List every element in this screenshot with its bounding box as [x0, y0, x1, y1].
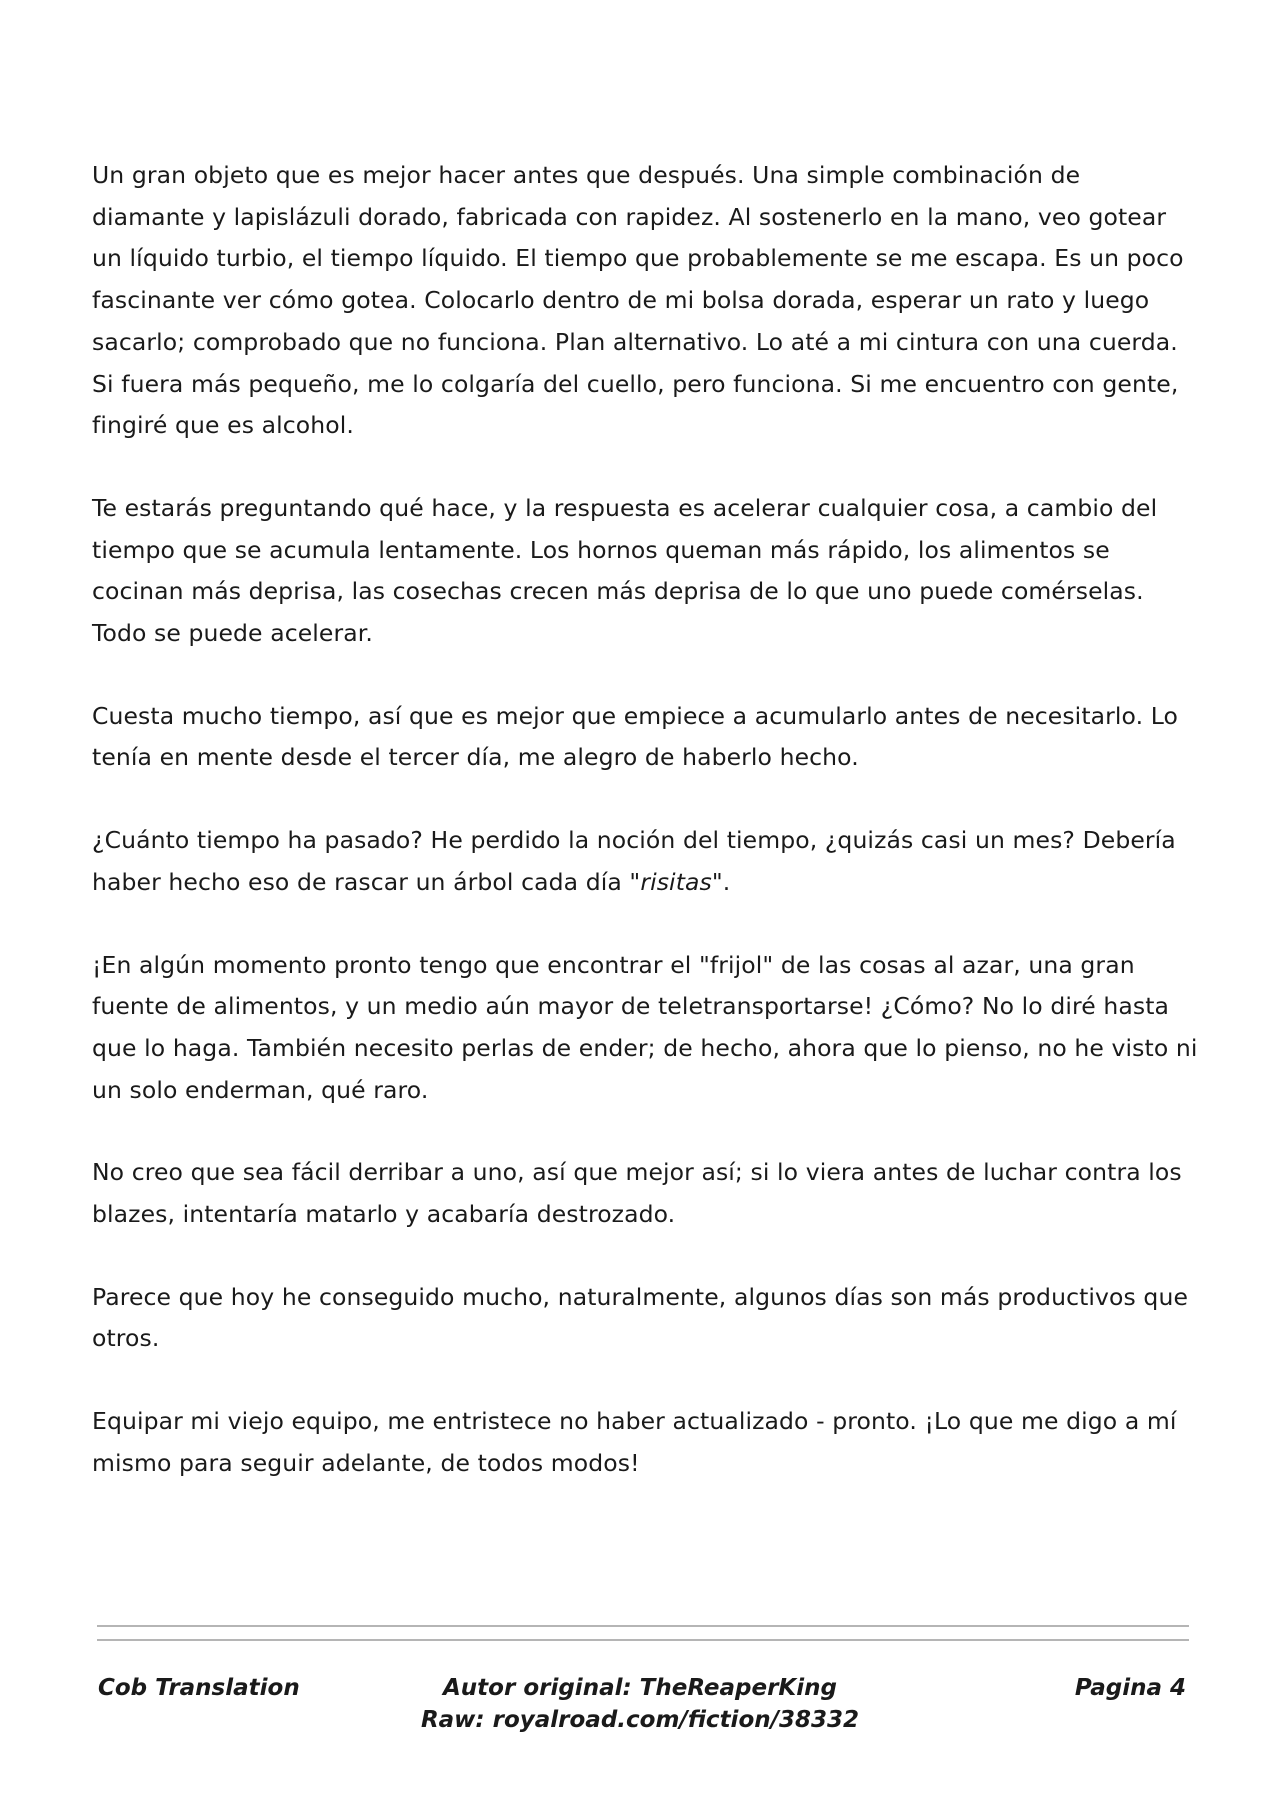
paragraph-2: Te estarás preguntando qué hace, y la respuesta es acelerar cualquier cosa, a cambio del tiempo que se acumula lentamente. Los hornos queman más rápido, los alimentos se cocinan más deprisa, las cosechas crecen más deprisa de lo que uno puede comérselas. Todo se puede acelerar. [92, 493, 1158, 648]
paragraph-8: Equipar mi viejo equipo, me entristece no haber actualizado - pronto. ¡Lo que me digo a mí mismo para seguir adelante, de todos modos! [92, 1407, 1177, 1477]
footer-divider-top [97, 1625, 1189, 1627]
paragraph-5: ¡En algún momento pronto tengo que encontrar el "frijol" de las cosas al azar, una gran fuente de alimentos, y un medio aún mayor de teletransportarse! ¿Cómo? No lo diré hasta que lo haga. También necesito perlas de ender; de hecho, ahora que lo pienso, no he visto ni un solo enderman, qué raro. [92, 950, 1198, 1104]
paragraph-4-end: ". [711, 867, 731, 896]
paragraph-6: No creo que sea fácil derribar a uno, así que mejor así; si lo viera antes de luchar contra los blazes, intentaría matarlo y acabaría destrozado. [92, 1158, 1182, 1229]
footer-divider-bottom [97, 1639, 1189, 1641]
paragraph-4 [92, 820, 1200, 903]
footer-original-author: Autor original: TheReaperKing [443, 1675, 837, 1701]
paragraph-4-text: ¿Cuánto tiempo ha pasado? He perdido la noción del tiempo, ¿quizás casi un mes? Debería haber hecho eso de rascar un árbol cada día " [92, 826, 1176, 896]
footer-page-number: Pagina 4 [1074, 1675, 1186, 1701]
paragraph-1: Un gran objeto que es mejor hacer antes que después. Una simple combinación de diamante y lapislázuli dorado, fabricada con rapidez. Al sostenerlo en la mano, veo gotear un líquido turbio, el tiempo líquido. El tiempo que probablemente se me escapa. Es un poco fascinante ver cómo gotea. Colocarlo dentro de mi bolsa dorada, esperar un rato y luego sacarlo; comprobado que no funciona. Plan alternativo. Lo até a mi cintura con una cuerda. Si fuera más pequeño, me lo colgaría del cuello, pero funciona. Si me encuentro con gente, fingiré que es alcohol. [92, 161, 1184, 440]
document-body [92, 155, 1200, 1526]
paragraph-3: Cuesta mucho tiempo, así que es mejor que empiece a acumularlo antes de necesitarlo. Lo tenía en mente desde el tercer día, me alegro de haberlo hecho. [92, 701, 1178, 772]
footer-translator: Cob Translation [98, 1675, 300, 1701]
paragraph-7: Parece que hoy he conseguido mucho, naturalmente, algunos días son más productivos que otros. [92, 1282, 1189, 1353]
paragraph-4-italic: risitas [640, 867, 712, 896]
footer-raw-source: Raw: royalroad.com/fiction/38332 [420, 1707, 860, 1733]
